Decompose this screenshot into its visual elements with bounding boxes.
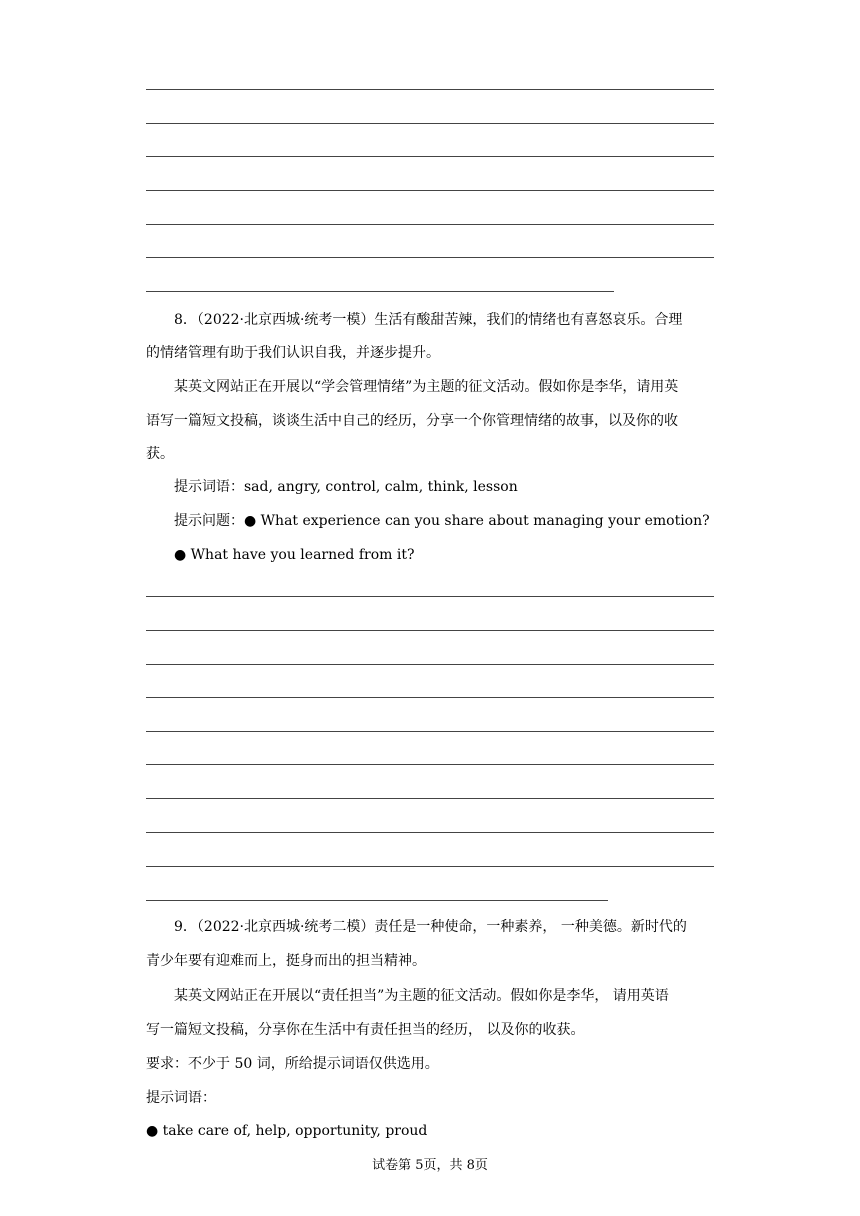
answer-line	[146, 89, 714, 90]
q8-hint-words: 提示词语：sad, angry, control, calm, think, lesson	[174, 479, 518, 495]
q8-hint-question-2: ● What have you learned from it?	[174, 547, 415, 563]
answer-line	[146, 832, 714, 833]
q8-task-line-1: 某英文网站正在开展以“学会管理情绪”为主题的征文活动。假如你是李华，请用英	[174, 379, 679, 395]
answer-line	[146, 190, 714, 191]
q8-hint-question-1: 提示问题：● What experience can you share about managing your emotion?	[174, 513, 710, 529]
answer-line	[146, 123, 714, 124]
q9-requirement: 要求：不少于 50 词，所给提示词语仅供选用。	[146, 1056, 439, 1072]
q9-hint-label: 提示词语：	[146, 1090, 216, 1106]
q9-prompt-line-2: 青少年要有迎难而上，挺身而出的担当精神。	[146, 953, 426, 969]
answer-line	[146, 764, 714, 765]
q9-task-line-1: 某英文网站正在开展以“责任担当”为主题的征文活动。假如你是李华， 请用英语	[174, 988, 669, 1004]
answer-line	[146, 731, 714, 732]
answer-line	[146, 596, 714, 597]
answer-line	[146, 798, 714, 799]
answer-line	[146, 630, 714, 631]
q8-prompt-line-2: 的情绪管理有助于我们认识自我，并逐步提升。	[146, 345, 440, 361]
answer-line	[146, 664, 714, 665]
answer-line	[146, 156, 714, 157]
q9-hint-bullet-1: ● take care of, help, opportunity, proud	[146, 1123, 428, 1139]
answer-line	[146, 866, 714, 867]
q8-task-line-3: 获。	[146, 446, 174, 462]
page-footer: 试卷第 5页，共 8页	[372, 1158, 488, 1173]
answer-line	[146, 697, 714, 698]
answer-line	[146, 900, 608, 901]
answer-line	[146, 291, 614, 292]
q8-prompt-line-1: 8．（2022·北京西城·统考一模）生活有酸甜苦辣，我们的情绪也有喜怒哀乐。合理	[174, 312, 683, 328]
q9-task-line-2: 写一篇短文投稿，分享你在生活中有责任担当的经历， 以及你的收获。	[146, 1022, 585, 1038]
answer-line	[146, 257, 714, 258]
q8-task-line-2: 语写一篇短文投稿，谈谈生活中自己的经历，分享一个你管理情绪的故事，以及你的收	[146, 413, 678, 429]
answer-line	[146, 224, 714, 225]
q9-prompt-line-1: 9．（2022·北京西城·统考二模）责任是一种使命，一种素养， 一种美德。新时代的	[174, 919, 687, 935]
